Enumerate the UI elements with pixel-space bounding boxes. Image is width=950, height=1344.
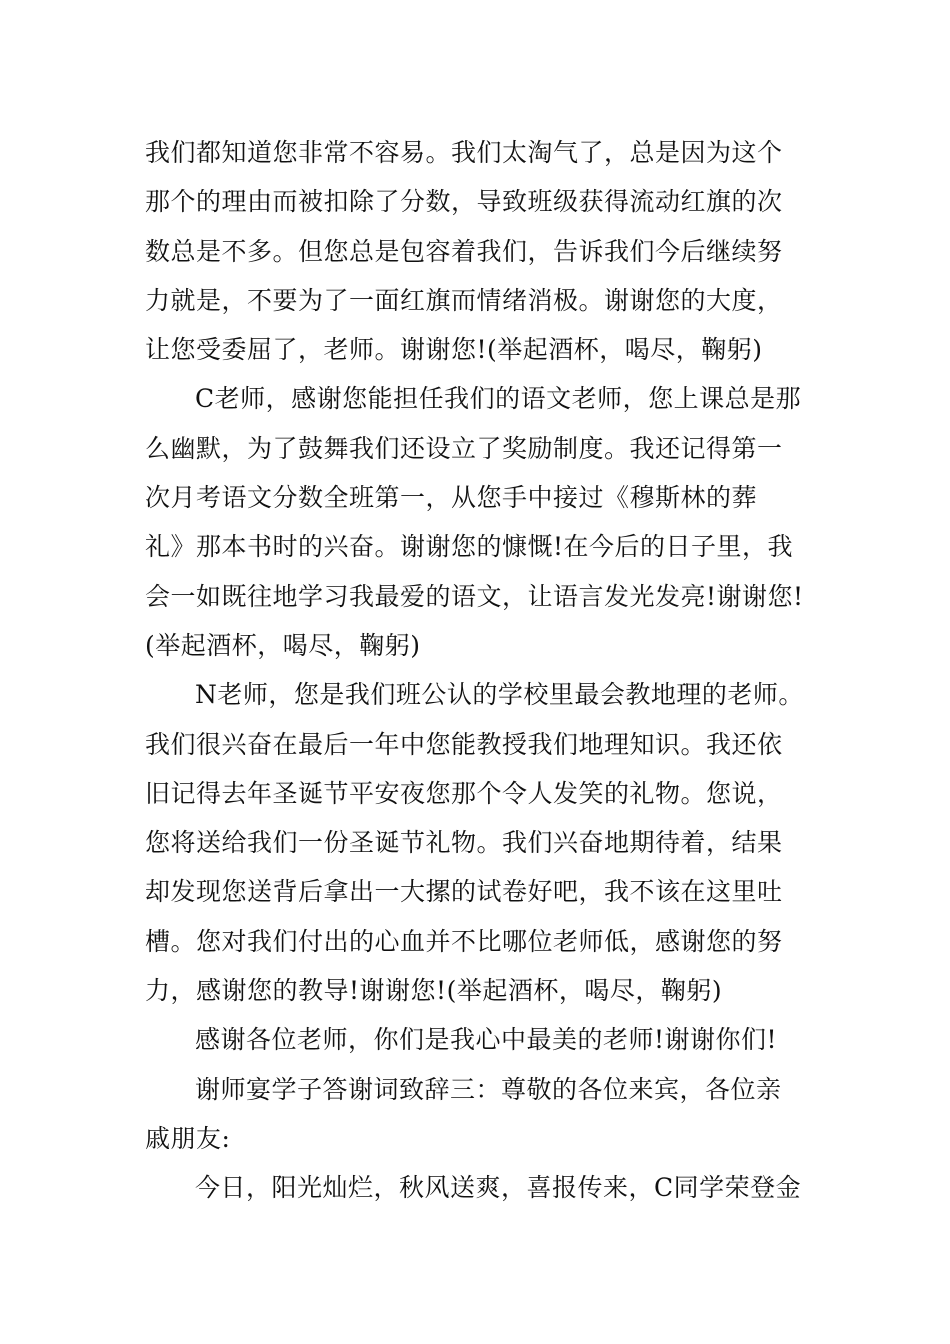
paragraph-start-line: N老师，您是我们班公认的学校里最会教地理的老师。 <box>195 680 804 710</box>
paragraph-start-line: C老师，感谢您能担任我们的语文老师，您上课总是那 <box>195 384 802 414</box>
text-line: 让您受委屈了，老师。谢谢您!(举起酒杯，喝尽，鞠躬) <box>145 335 763 365</box>
paragraph-start-line: 谢师宴学子答谢词致辞三：尊敬的各位来宾，各位亲 <box>195 1074 782 1104</box>
text-line: 礼》那本书时的兴奋。谢谢您的慷慨!在今后的日子里，我 <box>145 532 794 562</box>
paragraph-start-line: 感谢各位老师，你们是我心中最美的老师!谢谢你们! <box>195 1025 778 1055</box>
text-line: 我们很兴奋在最后一年中您能教授我们地理知识。我还依 <box>145 729 783 759</box>
text-line: 却发现您送背后拿出一大摞的试卷好吧，我不该在这里吐 <box>145 877 783 907</box>
text-line: 戚朋友: <box>145 1123 231 1153</box>
paragraph-start-line: 今日，阳光灿烂，秋风送爽，喜报传来，C同学荣登金 <box>195 1173 802 1203</box>
text-line: 您将送给我们一份圣诞节礼物。我们兴奋地期待着，结果 <box>145 828 783 858</box>
text-line: 我们都知道您非常不容易。我们太淘气了，总是因为这个 <box>145 138 783 167</box>
text-line: 数总是不多。但您总是包容着我们，告诉我们今后继续努 <box>145 236 783 266</box>
text-line: 力就是，不要为了一面红旗而情绪消极。谢谢您的大度， <box>145 285 783 315</box>
text-line: 槽。您对我们付出的心血并不比哪位老师低，感谢您的努 <box>145 926 783 956</box>
document-body <box>145 128 817 1213</box>
text-line: 次月考语文分数全班第一，从您手中接过《穆斯林的葬 <box>145 483 758 513</box>
text-line: (举起酒杯，喝尽，鞠躬) <box>145 630 421 660</box>
text-line: 会一如既往地学习我最爱的语文，让语言发光发亮!谢谢您! <box>145 581 804 611</box>
text-line: 么幽默，为了鼓舞我们还设立了奖励制度。我还记得第一 <box>145 433 783 463</box>
text-line: 那个的理由而被扣除了分数，导致班级获得流动红旗的次 <box>145 187 783 217</box>
text-line: 旧记得去年圣诞节平安夜您那个令人发笑的礼物。您说， <box>145 778 783 808</box>
text-line: 力，感谢您的教导!谢谢您!(举起酒杯，喝尽，鞠躬) <box>145 976 723 1006</box>
